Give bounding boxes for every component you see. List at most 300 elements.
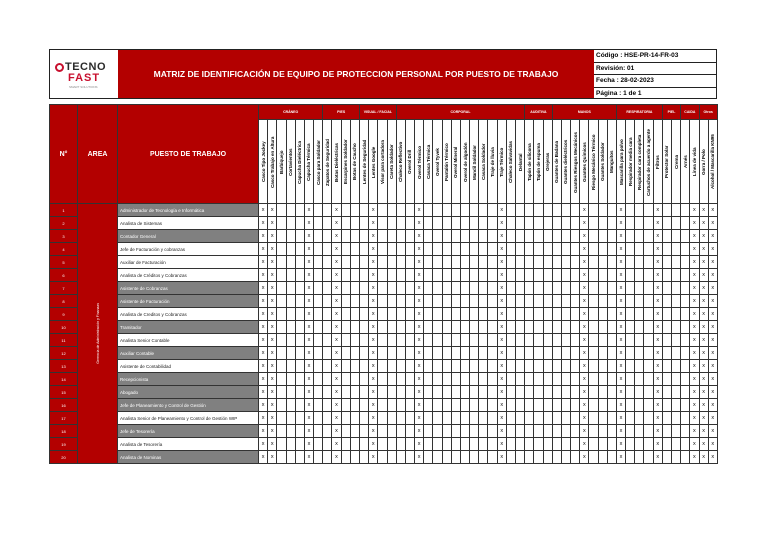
matrix-cell: x	[304, 438, 313, 451]
matrix-cell	[626, 269, 635, 282]
matrix-cell	[672, 425, 681, 438]
matrix-cell	[543, 347, 552, 360]
column-header	[259, 120, 268, 204]
matrix-cell	[286, 243, 295, 256]
column-header-label: Riesgo Mecánico Térmico	[590, 134, 596, 190]
matrix-cell	[488, 295, 497, 308]
matrix-cell	[314, 438, 323, 451]
column-header	[268, 120, 277, 204]
matrix-cell: x	[497, 217, 506, 230]
matrix-cell	[460, 308, 469, 321]
matrix-cell	[470, 217, 479, 230]
matrix-cell: x	[708, 347, 717, 360]
matrix-cell	[607, 438, 616, 451]
matrix-cell: x	[369, 217, 378, 230]
matrix-cell: x	[332, 438, 341, 451]
matrix-cell	[635, 269, 644, 282]
row-number: 4	[50, 243, 78, 256]
matrix-cell	[598, 321, 607, 334]
matrix-cell: x	[332, 217, 341, 230]
matrix-cell	[561, 295, 570, 308]
header-puesto: PUESTO DE TRABAJO	[118, 105, 259, 204]
matrix-cell	[323, 451, 332, 464]
matrix-cell: x	[369, 256, 378, 269]
document-header	[49, 49, 717, 99]
matrix-cell	[323, 256, 332, 269]
matrix-cell: x	[497, 373, 506, 386]
matrix-cell	[442, 425, 451, 438]
matrix-cell: x	[304, 360, 313, 373]
matrix-cell	[470, 399, 479, 412]
group-header: AUDITIVA	[525, 105, 553, 120]
matrix-cell	[405, 347, 414, 360]
matrix-cell: x	[616, 217, 625, 230]
matrix-cell: x	[415, 230, 424, 243]
matrix-cell	[460, 451, 469, 464]
matrix-cell: x	[580, 321, 589, 334]
matrix-cell	[506, 269, 515, 282]
matrix-cell	[672, 321, 681, 334]
matrix-cell	[543, 230, 552, 243]
logo-ring-icon	[55, 63, 64, 72]
matrix-cell	[451, 308, 460, 321]
matrix-cell	[672, 282, 681, 295]
matrix-cell	[314, 230, 323, 243]
matrix-cell	[277, 282, 286, 295]
column-header-label: Casco Tipo Jockey	[260, 141, 266, 183]
matrix-cell	[534, 386, 543, 399]
matrix-cell	[433, 282, 442, 295]
matrix-cell	[433, 243, 442, 256]
matrix-cell	[378, 386, 387, 399]
column-header-label: Mandil Soldador	[471, 144, 477, 180]
matrix-cell	[515, 295, 524, 308]
matrix-cell	[506, 347, 515, 360]
column-header-label: Escarpines Soldador	[343, 139, 349, 185]
matrix-cell	[607, 399, 616, 412]
matrix-cell	[442, 399, 451, 412]
matrix-cell	[607, 451, 616, 464]
matrix-cell	[635, 204, 644, 217]
table-row	[50, 321, 718, 334]
matrix-cell: x	[699, 386, 708, 399]
matrix-cell	[635, 412, 644, 425]
matrix-cell	[525, 321, 534, 334]
matrix-cell	[479, 373, 488, 386]
matrix-cell	[598, 217, 607, 230]
matrix-cell	[360, 217, 369, 230]
matrix-cell: x	[304, 399, 313, 412]
row-number: 17	[50, 412, 78, 425]
matrix-cell: x	[690, 243, 699, 256]
matrix-cell: x	[415, 269, 424, 282]
matrix-cell	[460, 269, 469, 282]
matrix-cell: x	[708, 230, 717, 243]
matrix-cell: x	[497, 282, 506, 295]
matrix-cell	[571, 347, 580, 360]
matrix-cell	[626, 399, 635, 412]
matrix-cell: x	[580, 386, 589, 399]
table-row	[50, 360, 718, 373]
puesto-cell: Jefe de Planeamiento y Control de Gestión	[118, 399, 259, 412]
matrix-cell	[515, 399, 524, 412]
matrix-cell	[561, 360, 570, 373]
matrix-cell	[479, 360, 488, 373]
matrix-cell	[534, 334, 543, 347]
matrix-cell: x	[580, 269, 589, 282]
matrix-cell	[681, 334, 690, 347]
matrix-cell	[681, 373, 690, 386]
matrix-cell: x	[580, 217, 589, 230]
matrix-cell: x	[699, 269, 708, 282]
matrix-cell	[561, 321, 570, 334]
matrix-cell	[442, 412, 451, 425]
matrix-cell	[488, 360, 497, 373]
matrix-cell	[350, 412, 359, 425]
matrix-cell	[360, 360, 369, 373]
matrix-cell	[561, 282, 570, 295]
matrix-cell	[405, 425, 414, 438]
matrix-cell: x	[708, 399, 717, 412]
matrix-cell	[644, 217, 653, 230]
matrix-cell	[479, 243, 488, 256]
matrix-cell: x	[690, 425, 699, 438]
matrix-cell	[681, 425, 690, 438]
matrix-cell: x	[332, 308, 341, 321]
matrix-cell	[323, 334, 332, 347]
matrix-cell	[589, 256, 598, 269]
matrix-cell	[525, 334, 534, 347]
matrix-cell: x	[580, 204, 589, 217]
matrix-cell: x	[708, 321, 717, 334]
matrix-cell: x	[497, 451, 506, 464]
matrix-cell: x	[497, 243, 506, 256]
matrix-cell	[387, 282, 396, 295]
row-number: 2	[50, 217, 78, 230]
matrix-cell: x	[690, 256, 699, 269]
matrix-cell	[672, 217, 681, 230]
matrix-cell	[534, 425, 543, 438]
matrix-cell	[396, 243, 405, 256]
matrix-cell: x	[369, 230, 378, 243]
matrix-cell	[488, 321, 497, 334]
matrix-cell: x	[616, 373, 625, 386]
matrix-cell: x	[369, 308, 378, 321]
matrix-cell	[387, 373, 396, 386]
matrix-cell: x	[369, 386, 378, 399]
column-header-label: Zapatos de Seguridad	[324, 138, 330, 186]
table-row	[50, 347, 718, 360]
matrix-cell	[314, 347, 323, 360]
matrix-cell	[681, 269, 690, 282]
matrix-cell: x	[268, 308, 277, 321]
matrix-cell: x	[580, 243, 589, 256]
matrix-cell	[681, 347, 690, 360]
matrix-cell: x	[304, 230, 313, 243]
matrix-cell	[295, 295, 304, 308]
matrix-cell	[387, 399, 396, 412]
matrix-cell	[433, 295, 442, 308]
column-header	[515, 120, 524, 204]
meta-fecha: Fecha : 28-02-2023	[594, 75, 716, 88]
matrix-cell	[672, 399, 681, 412]
matrix-cell: x	[415, 308, 424, 321]
matrix-cell	[662, 230, 671, 243]
matrix-cell: x	[497, 334, 506, 347]
matrix-cell	[323, 360, 332, 373]
matrix-cell: x	[699, 308, 708, 321]
matrix-cell	[470, 256, 479, 269]
matrix-cell	[314, 425, 323, 438]
matrix-cell	[561, 386, 570, 399]
matrix-cell: x	[259, 334, 268, 347]
matrix-cell: x	[580, 282, 589, 295]
matrix-cell	[525, 360, 534, 373]
column-header-label: Visor para cortadora	[379, 140, 385, 184]
column-header	[433, 120, 442, 204]
matrix-cell: x	[259, 256, 268, 269]
matrix-cell: x	[708, 217, 717, 230]
matrix-cell: x	[268, 269, 277, 282]
matrix-cell: x	[332, 269, 341, 282]
matrix-cell	[589, 347, 598, 360]
matrix-cell	[295, 321, 304, 334]
matrix-cell	[571, 451, 580, 464]
matrix-cell: x	[653, 243, 662, 256]
matrix-cell	[525, 451, 534, 464]
matrix-cell	[360, 386, 369, 399]
matrix-cell	[506, 386, 515, 399]
matrix-cell: x	[653, 386, 662, 399]
matrix-cell	[460, 334, 469, 347]
matrix-cell	[295, 347, 304, 360]
matrix-cell: x	[259, 412, 268, 425]
matrix-cell: x	[369, 373, 378, 386]
matrix-cell: x	[268, 399, 277, 412]
matrix-cell	[460, 373, 469, 386]
matrix-cell	[277, 256, 286, 269]
matrix-cell	[451, 425, 460, 438]
matrix-cell: x	[369, 321, 378, 334]
matrix-cell	[552, 373, 561, 386]
matrix-cell	[552, 308, 561, 321]
matrix-cell	[460, 321, 469, 334]
matrix-cell	[433, 347, 442, 360]
column-header-label: Careta Soldador	[389, 144, 395, 180]
matrix-cell	[433, 256, 442, 269]
matrix-cell	[589, 230, 598, 243]
matrix-cell	[607, 269, 616, 282]
row-number: 15	[50, 386, 78, 399]
matrix-cell	[405, 256, 414, 269]
group-header: CORPORAL	[396, 105, 524, 120]
column-header	[332, 120, 341, 204]
matrix-cell	[341, 399, 350, 412]
matrix-cell: x	[332, 386, 341, 399]
matrix-cell	[589, 373, 598, 386]
matrix-cell	[488, 386, 497, 399]
matrix-cell	[470, 295, 479, 308]
matrix-cell	[424, 360, 433, 373]
matrix-cell	[488, 347, 497, 360]
matrix-cell	[378, 321, 387, 334]
matrix-cell	[323, 230, 332, 243]
matrix-cell: x	[415, 438, 424, 451]
matrix-cell	[635, 373, 644, 386]
matrix-cell	[387, 308, 396, 321]
matrix-cell	[488, 451, 497, 464]
matrix-cell: x	[304, 308, 313, 321]
matrix-cell	[295, 269, 304, 282]
matrix-cell	[635, 425, 644, 438]
matrix-cell	[589, 321, 598, 334]
matrix-cell	[295, 412, 304, 425]
matrix-cell: x	[616, 230, 625, 243]
matrix-cell	[635, 451, 644, 464]
matrix-cell: x	[497, 295, 506, 308]
matrix-cell: x	[708, 269, 717, 282]
matrix-cell	[525, 217, 534, 230]
row-number: 8	[50, 295, 78, 308]
matrix-cell: x	[653, 425, 662, 438]
matrix-cell	[681, 438, 690, 451]
matrix-cell	[286, 295, 295, 308]
column-header-label: Tapón de espuma	[535, 143, 541, 181]
matrix-cell: x	[616, 386, 625, 399]
matrix-cell	[323, 282, 332, 295]
matrix-cell	[534, 204, 543, 217]
matrix-cell	[470, 243, 479, 256]
matrix-cell: x	[653, 217, 662, 230]
matrix-cell	[672, 386, 681, 399]
matrix-cell: x	[690, 295, 699, 308]
matrix-cell	[662, 373, 671, 386]
puesto-cell: Asistente de Facturación	[118, 295, 259, 308]
column-header	[369, 120, 378, 204]
matrix-cell	[571, 412, 580, 425]
matrix-cell	[451, 360, 460, 373]
matrix-cell	[378, 217, 387, 230]
matrix-cell	[442, 321, 451, 334]
matrix-cell	[607, 412, 616, 425]
matrix-cell: x	[304, 282, 313, 295]
matrix-cell: x	[369, 295, 378, 308]
matrix-cell: x	[369, 451, 378, 464]
matrix-cell: x	[616, 425, 625, 438]
matrix-cell: x	[708, 451, 717, 464]
matrix-cell: x	[332, 321, 341, 334]
matrix-cell	[387, 360, 396, 373]
column-header-label: Casco para Soldador	[315, 139, 321, 185]
matrix-cell	[442, 295, 451, 308]
matrix-cell	[552, 230, 561, 243]
column-header	[460, 120, 469, 204]
matrix-cell	[360, 243, 369, 256]
matrix-cell	[672, 269, 681, 282]
matrix-cell	[360, 438, 369, 451]
matrix-cell	[607, 373, 616, 386]
column-header-label: Barbiquejo	[278, 150, 284, 174]
matrix-cell	[571, 425, 580, 438]
matrix-cell	[405, 282, 414, 295]
matrix-cell	[451, 412, 460, 425]
matrix-cell	[525, 412, 534, 425]
puesto-cell: Analista de Sistemas	[118, 217, 259, 230]
matrix-cell: x	[304, 204, 313, 217]
matrix-cell: x	[415, 360, 424, 373]
matrix-cell: x	[708, 438, 717, 451]
matrix-cell	[589, 282, 598, 295]
matrix-cell	[626, 321, 635, 334]
matrix-cell	[589, 269, 598, 282]
matrix-cell	[314, 217, 323, 230]
matrix-cell: x	[580, 230, 589, 243]
matrix-cell	[525, 386, 534, 399]
matrix-cell	[451, 204, 460, 217]
matrix-cell: x	[580, 425, 589, 438]
matrix-cell: x	[497, 256, 506, 269]
matrix-cell	[295, 282, 304, 295]
matrix-cell	[314, 204, 323, 217]
matrix-cell	[552, 321, 561, 334]
matrix-cell	[662, 256, 671, 269]
matrix-cell	[589, 451, 598, 464]
matrix-cell	[460, 282, 469, 295]
table-row	[50, 373, 718, 386]
matrix-cell	[341, 204, 350, 217]
matrix-cell	[460, 347, 469, 360]
matrix-cell: x	[259, 360, 268, 373]
matrix-cell: x	[699, 295, 708, 308]
matrix-cell	[433, 269, 442, 282]
matrix-cell	[378, 295, 387, 308]
matrix-cell	[672, 412, 681, 425]
matrix-cell	[277, 347, 286, 360]
matrix-cell	[506, 360, 515, 373]
matrix-cell: x	[369, 282, 378, 295]
matrix-cell: x	[497, 386, 506, 399]
matrix-cell: x	[497, 425, 506, 438]
matrix-cell	[442, 347, 451, 360]
matrix-cell	[286, 399, 295, 412]
matrix-cell	[442, 360, 451, 373]
matrix-cell	[607, 321, 616, 334]
matrix-cell	[323, 373, 332, 386]
matrix-cell: x	[616, 256, 625, 269]
matrix-cell: x	[369, 360, 378, 373]
matrix-cell: x	[699, 230, 708, 243]
matrix-cell	[360, 295, 369, 308]
matrix-cell	[442, 334, 451, 347]
matrix-cell	[314, 295, 323, 308]
matrix-cell	[470, 347, 479, 360]
matrix-cell	[323, 347, 332, 360]
matrix-cell	[341, 412, 350, 425]
matrix-cell	[598, 204, 607, 217]
matrix-cell	[635, 321, 644, 334]
matrix-cell	[387, 230, 396, 243]
matrix-cell	[488, 217, 497, 230]
matrix-cell: x	[580, 360, 589, 373]
matrix-cell	[424, 230, 433, 243]
matrix-cell: x	[708, 204, 717, 217]
matrix-cell: x	[653, 269, 662, 282]
matrix-cell	[396, 399, 405, 412]
matrix-cell	[607, 230, 616, 243]
column-header	[571, 120, 580, 204]
matrix-cell	[451, 230, 460, 243]
matrix-cell	[626, 360, 635, 373]
